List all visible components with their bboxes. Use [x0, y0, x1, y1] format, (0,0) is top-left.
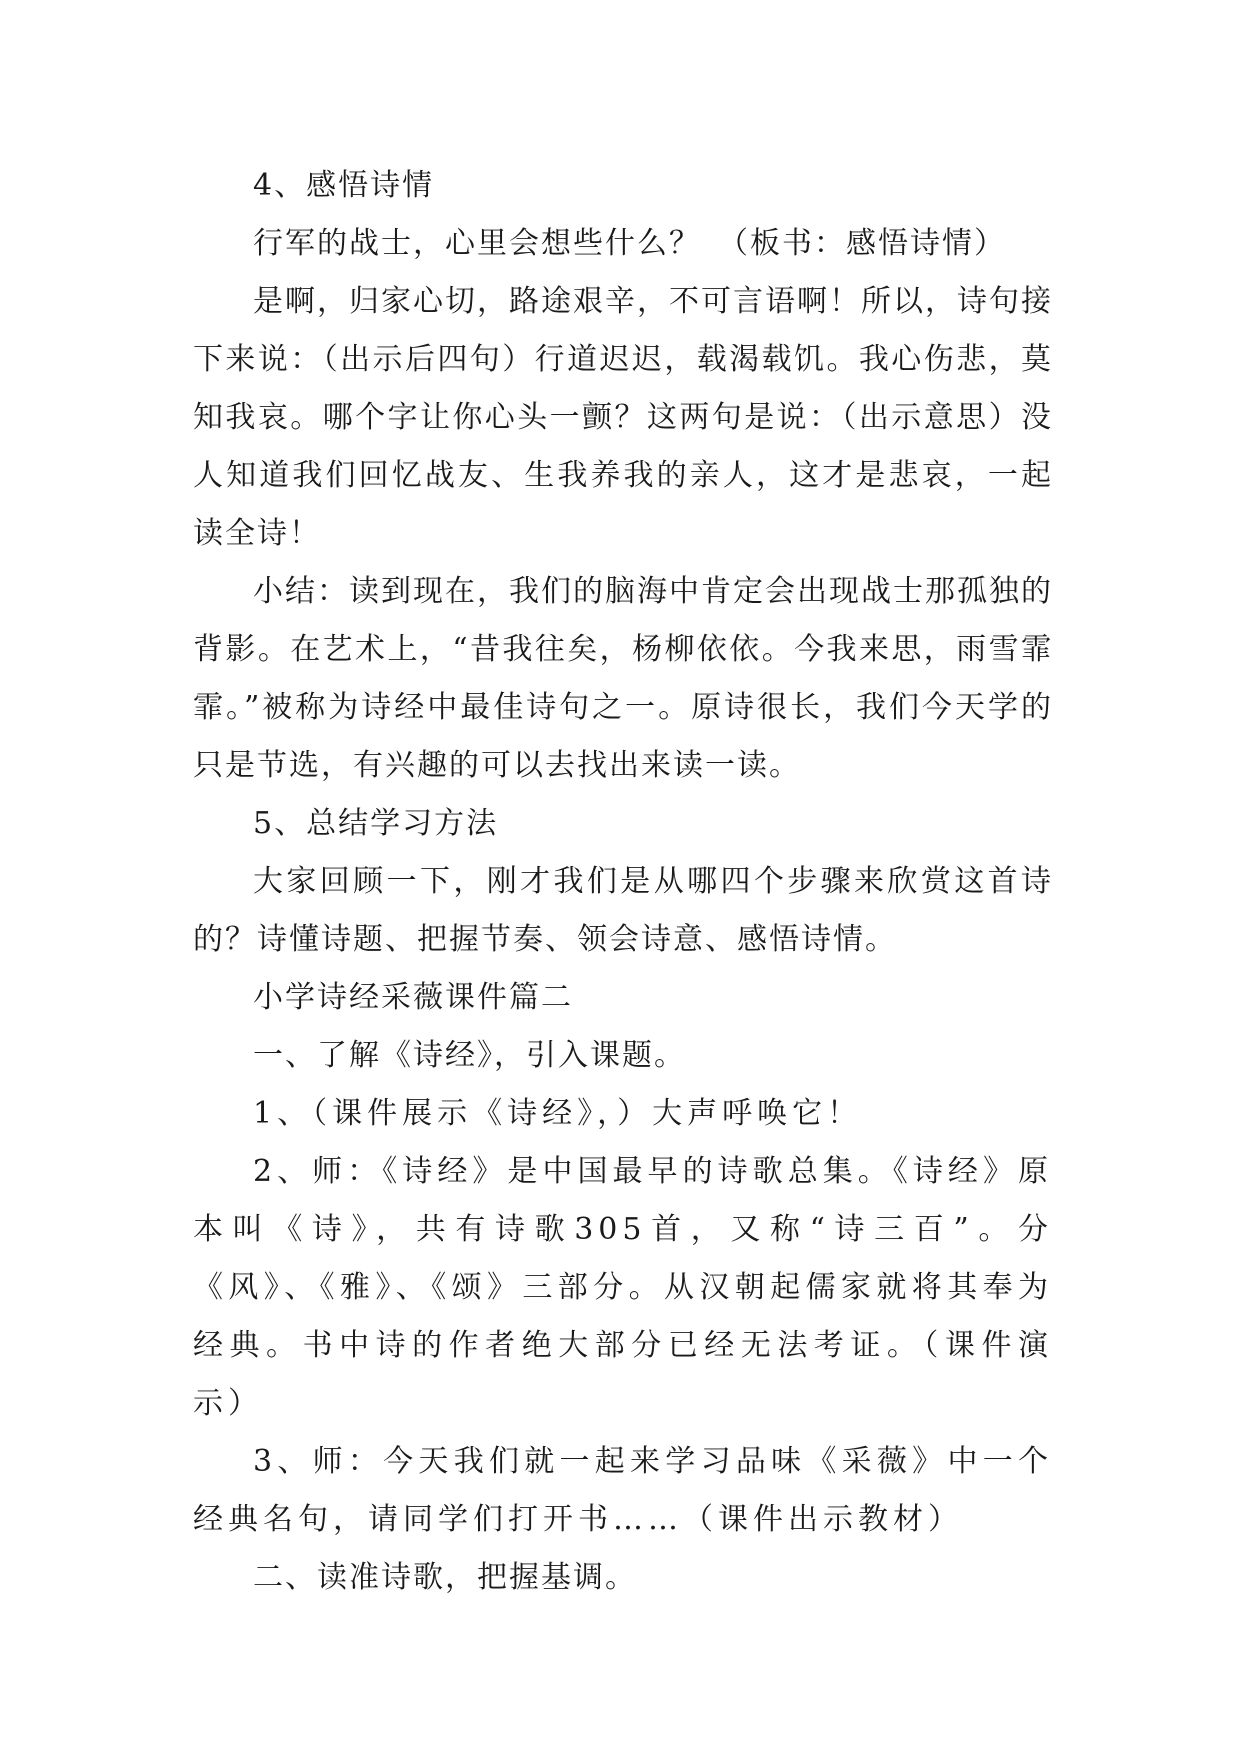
- part-heading-1: 一、了解《诗经》，引入课题。: [253, 1038, 686, 1073]
- summary-paragraph: 小结：读到现在，我们的脑海中肯定会出现战士那孤独的背影。在艺术上，“昔我往矣，杨柳依依。今我来思，雨雪霏霏。”被称为诗经中最佳诗句之一。原诗很长，我们今天学的只是节选，有兴趣的可以去找出来读一读。: [193, 574, 1053, 783]
- paragraph: 1、（课件展示《诗经》，）大声呼唤它！: [253, 1096, 863, 1131]
- paragraph: 2、师：《诗经》是中国最早的诗歌总集。《诗经》原本叫《诗》，共有诗歌305首，又称“诗三百”。分《风》、《雅》、《颂》三部分。从汉朝起儒家就将其奉为经典。书中诗的作者绝大部分已经无法考证。（课件演示）: [193, 1154, 1053, 1421]
- section-heading-4: 4、感悟诗情: [253, 168, 435, 203]
- paragraph: 大家回顾一下，刚才我们是从哪四个步骤来欣赏这首诗的？诗懂诗题、把握节奏、领会诗意、感悟诗情。: [193, 864, 1053, 957]
- document-body: [193, 157, 1053, 1607]
- paragraph: 是啊，归家心切，路途艰辛，不可言语啊！所以，诗句接下来说：（出示后四句）行道迟迟，载渴载饥。我心伤悲，莫知我哀。哪个字让你心头一颤？这两句是说：（出示意思）没人知道我们回忆战友、生我养我的亲人，这才是悲哀，一起读全诗！: [193, 284, 1053, 551]
- article-title: 小学诗经采薇课件篇二: [253, 980, 573, 1015]
- part-heading-2: 二、读准诗歌，把握基调。: [253, 1560, 637, 1595]
- section-heading-5: 5、总结学习方法: [253, 806, 499, 841]
- paragraph: 3、师：今天我们就一起来学习品味《采薇》中一个经典名句，请同学们打开书……（课件出示教材）: [193, 1444, 1053, 1537]
- paragraph: 行军的战士，心里会想些什么？ （板书：感悟诗情）: [253, 226, 1006, 261]
